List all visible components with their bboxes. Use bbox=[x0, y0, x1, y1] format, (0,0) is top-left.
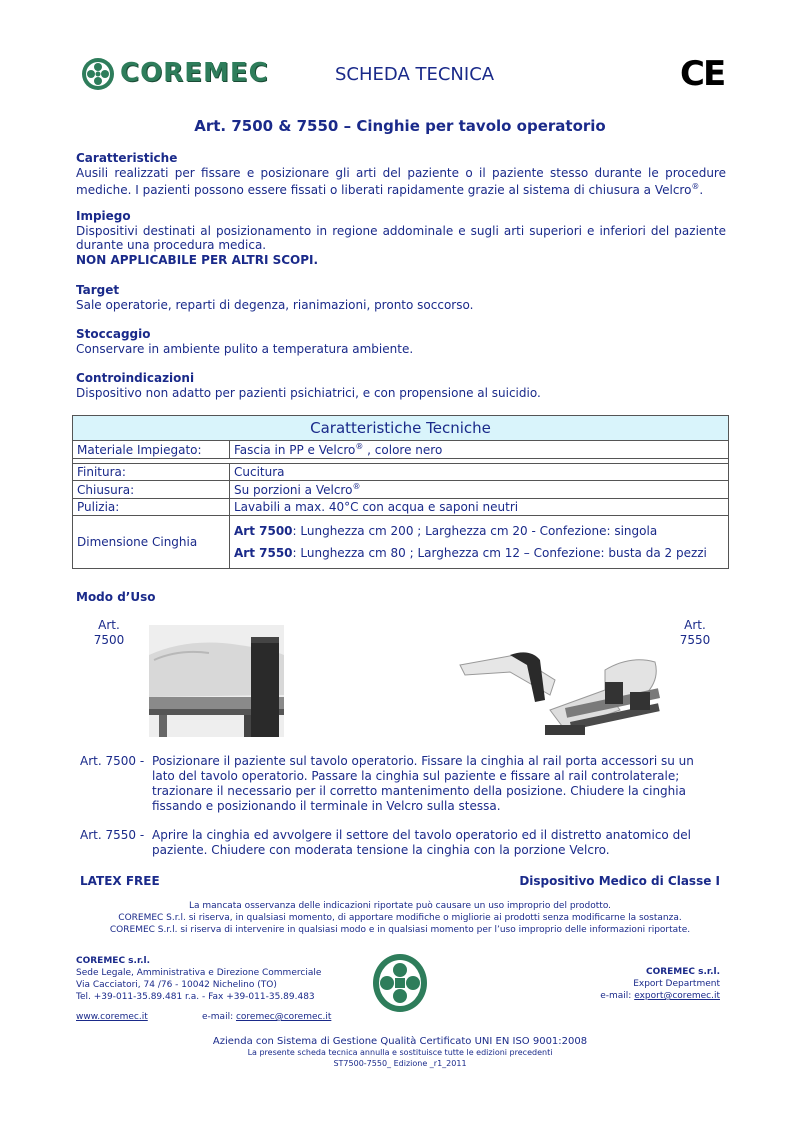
quality-line: Azienda con Sistema di Gestione Qualità Certificato UNI EN ISO 9001:2008 bbox=[212, 1036, 588, 1047]
logo-text: COREMEC bbox=[120, 58, 269, 88]
photo-7500 bbox=[149, 625, 284, 737]
disclaimer-line: COREMEC S.r.l. si riserva di intervenire in qualsiasi modo e in qualsiasi momento per l’uso improprio delle informazioni riportate. bbox=[109, 925, 691, 935]
row-label: Chiusura: bbox=[73, 481, 230, 499]
row-label: Pulizia: bbox=[73, 499, 230, 516]
patient-strap-7500-image bbox=[149, 625, 284, 737]
row-value: Fascia in PP e Velcro® , colore nero bbox=[230, 441, 729, 459]
disclaimer-line: La mancata osservanza delle indicazioni riportate può causare un uso improprio del prodotto. bbox=[188, 901, 612, 911]
section-impiego bbox=[76, 209, 726, 267]
footer-export: COREMEC s.r.l. Export Department e-mail: export@coremec.it bbox=[600, 967, 720, 1001]
section-heading: Controindicazioni bbox=[76, 371, 195, 385]
row-label: Materiale Impiegato: bbox=[73, 441, 230, 459]
usage-label-7500: Art. 7500 bbox=[93, 618, 125, 647]
row-value: Art 7500: Lunghezza cm 200 ; Larghezza cm 20 - Confezione: singola Art 7550: Lunghezza cm 80 ; Larghezza cm 12 – Confezione: busta da 2 pezzi bbox=[230, 516, 729, 569]
section-heading: Caratteristiche bbox=[76, 151, 178, 165]
section-heading: Stoccaggio bbox=[76, 327, 151, 341]
footer-website bbox=[76, 1012, 148, 1022]
table-title: Caratteristiche Tecniche bbox=[73, 416, 729, 441]
footer-address: COREMEC s.r.l. Sede Legale, Amministrativa e Direzione Commerciale Via Cacciatori, 74 /76 - 10042 Nichelino (TO) Tel. +39-011-35.89.481 r.a. - Fax +39-011-35.89.483 bbox=[76, 956, 322, 1002]
section-heading: Impiego bbox=[76, 209, 131, 223]
usage-heading: Modo d’Uso bbox=[76, 590, 156, 604]
device-class-label: Dispositivo Medico di Classe I bbox=[519, 874, 720, 888]
disclaimer-line: COREMEC S.r.l. si riserva, in qualsiasi momento, di apportare modifiche o migliorie ai prodotti senza modificarne la sostanza. bbox=[118, 913, 682, 923]
email-link[interactable]: coremec@coremec.it bbox=[235, 1012, 332, 1022]
table-row bbox=[73, 499, 729, 516]
instruction-7500 bbox=[80, 754, 720, 814]
section-controindicazioni bbox=[76, 371, 726, 400]
latex-free-label: LATEX FREE bbox=[80, 874, 160, 888]
footer-cross-logo-icon bbox=[372, 953, 428, 1013]
tech-specs-table bbox=[72, 415, 729, 569]
section-target bbox=[76, 283, 726, 312]
section-text: Ausili realizzati per fissare e posizionare gli arti del paziente o il paziente stesso durante le procedure mediche. I pazienti possono essere fissati o liberati rapidamente grazie al sistema di chiusura a Velcro®. bbox=[76, 165, 726, 197]
section-heading: Target bbox=[76, 283, 120, 297]
quality-certification bbox=[0, 1036, 800, 1069]
disclaimer-notes bbox=[0, 900, 800, 936]
ce-mark: CE bbox=[680, 54, 725, 94]
instruction-text: Aprire la cinghia ed avvolgere il settore del tavolo operatorio ed il distretto anatomico del paziente. Chiudere con moderata tensione la cinghia con la porzione Velcro. bbox=[152, 828, 691, 857]
row-value: Cucitura bbox=[230, 464, 729, 481]
instruction-code: Art. 7500 - bbox=[80, 754, 145, 768]
footer-email: e-mail: coremec@coremec.it bbox=[202, 1012, 332, 1022]
export-email-link[interactable]: export@coremec.it bbox=[634, 991, 720, 1001]
edition-note: La presente scheda tecnica annulla e sostituisce tutte le edizioni precedenti bbox=[247, 1048, 553, 1057]
table-row bbox=[73, 481, 729, 499]
section-text: Dispositivi destinati al posizionamento in regione addominale e sugli arti superiori e inferiori del paziente durante una procedura medica. bbox=[76, 223, 726, 252]
section-stoccaggio bbox=[76, 327, 726, 356]
instruction-text: Posizionare il paziente sul tavolo operatorio. Fissare la cinghia al rail porta accessori su un lato del tavolo operatorio. Passare la cinghia sul paziente e fissare al rail controlaterale; trazionare il necessario per il corretto mantenimento della posizione. Chiudere la cinghia fissando e posizionando il terminale in Velcro sulla stessa. bbox=[152, 754, 694, 813]
section-text: Conservare in ambiente pulito a temperatura ambiente. bbox=[76, 341, 414, 356]
footer-company: COREMEC s.r.l. bbox=[76, 956, 151, 966]
row-label: Finitura: bbox=[73, 464, 230, 481]
instruction-code: Art. 7550 - bbox=[80, 828, 145, 842]
row-label: Dimensione Cinghia bbox=[73, 516, 230, 569]
usage-label-7550: Art. 7550 bbox=[679, 618, 711, 647]
table-row bbox=[73, 441, 729, 459]
photo-7550 bbox=[455, 640, 665, 742]
table-row bbox=[73, 516, 729, 569]
table-header-row bbox=[73, 416, 729, 441]
edition-code: ST7500-7550_ Edizione _r1_2011 bbox=[333, 1059, 467, 1068]
patient-strap-7550-image bbox=[455, 640, 665, 742]
logo-emblem-icon bbox=[80, 56, 116, 92]
section-text: Dispositivo non adatto per pazienti psichiatrici, e con propensione al suicidio. bbox=[76, 385, 541, 400]
instruction-7550 bbox=[80, 828, 720, 858]
row-value: Su porzioni a Velcro® bbox=[230, 481, 729, 499]
section-caratteristiche bbox=[76, 151, 726, 198]
product-title: Art. 7500 & 7550 – Cinghie per tavolo operatorio bbox=[194, 117, 606, 135]
coremec-logo bbox=[80, 56, 269, 92]
document-type-title: SCHEDA TECNICA bbox=[335, 64, 495, 85]
website-link[interactable]: www.coremec.it bbox=[76, 1012, 148, 1022]
warning-text: NON APPLICABILE PER ALTRI SCOPI. bbox=[76, 252, 319, 267]
table-row bbox=[73, 464, 729, 481]
row-value: Lavabili a max. 40°C con acqua e saponi neutri bbox=[230, 499, 729, 516]
section-text: Sale operatorie, reparti di degenza, rianimazioni, pronto soccorso. bbox=[76, 297, 474, 312]
